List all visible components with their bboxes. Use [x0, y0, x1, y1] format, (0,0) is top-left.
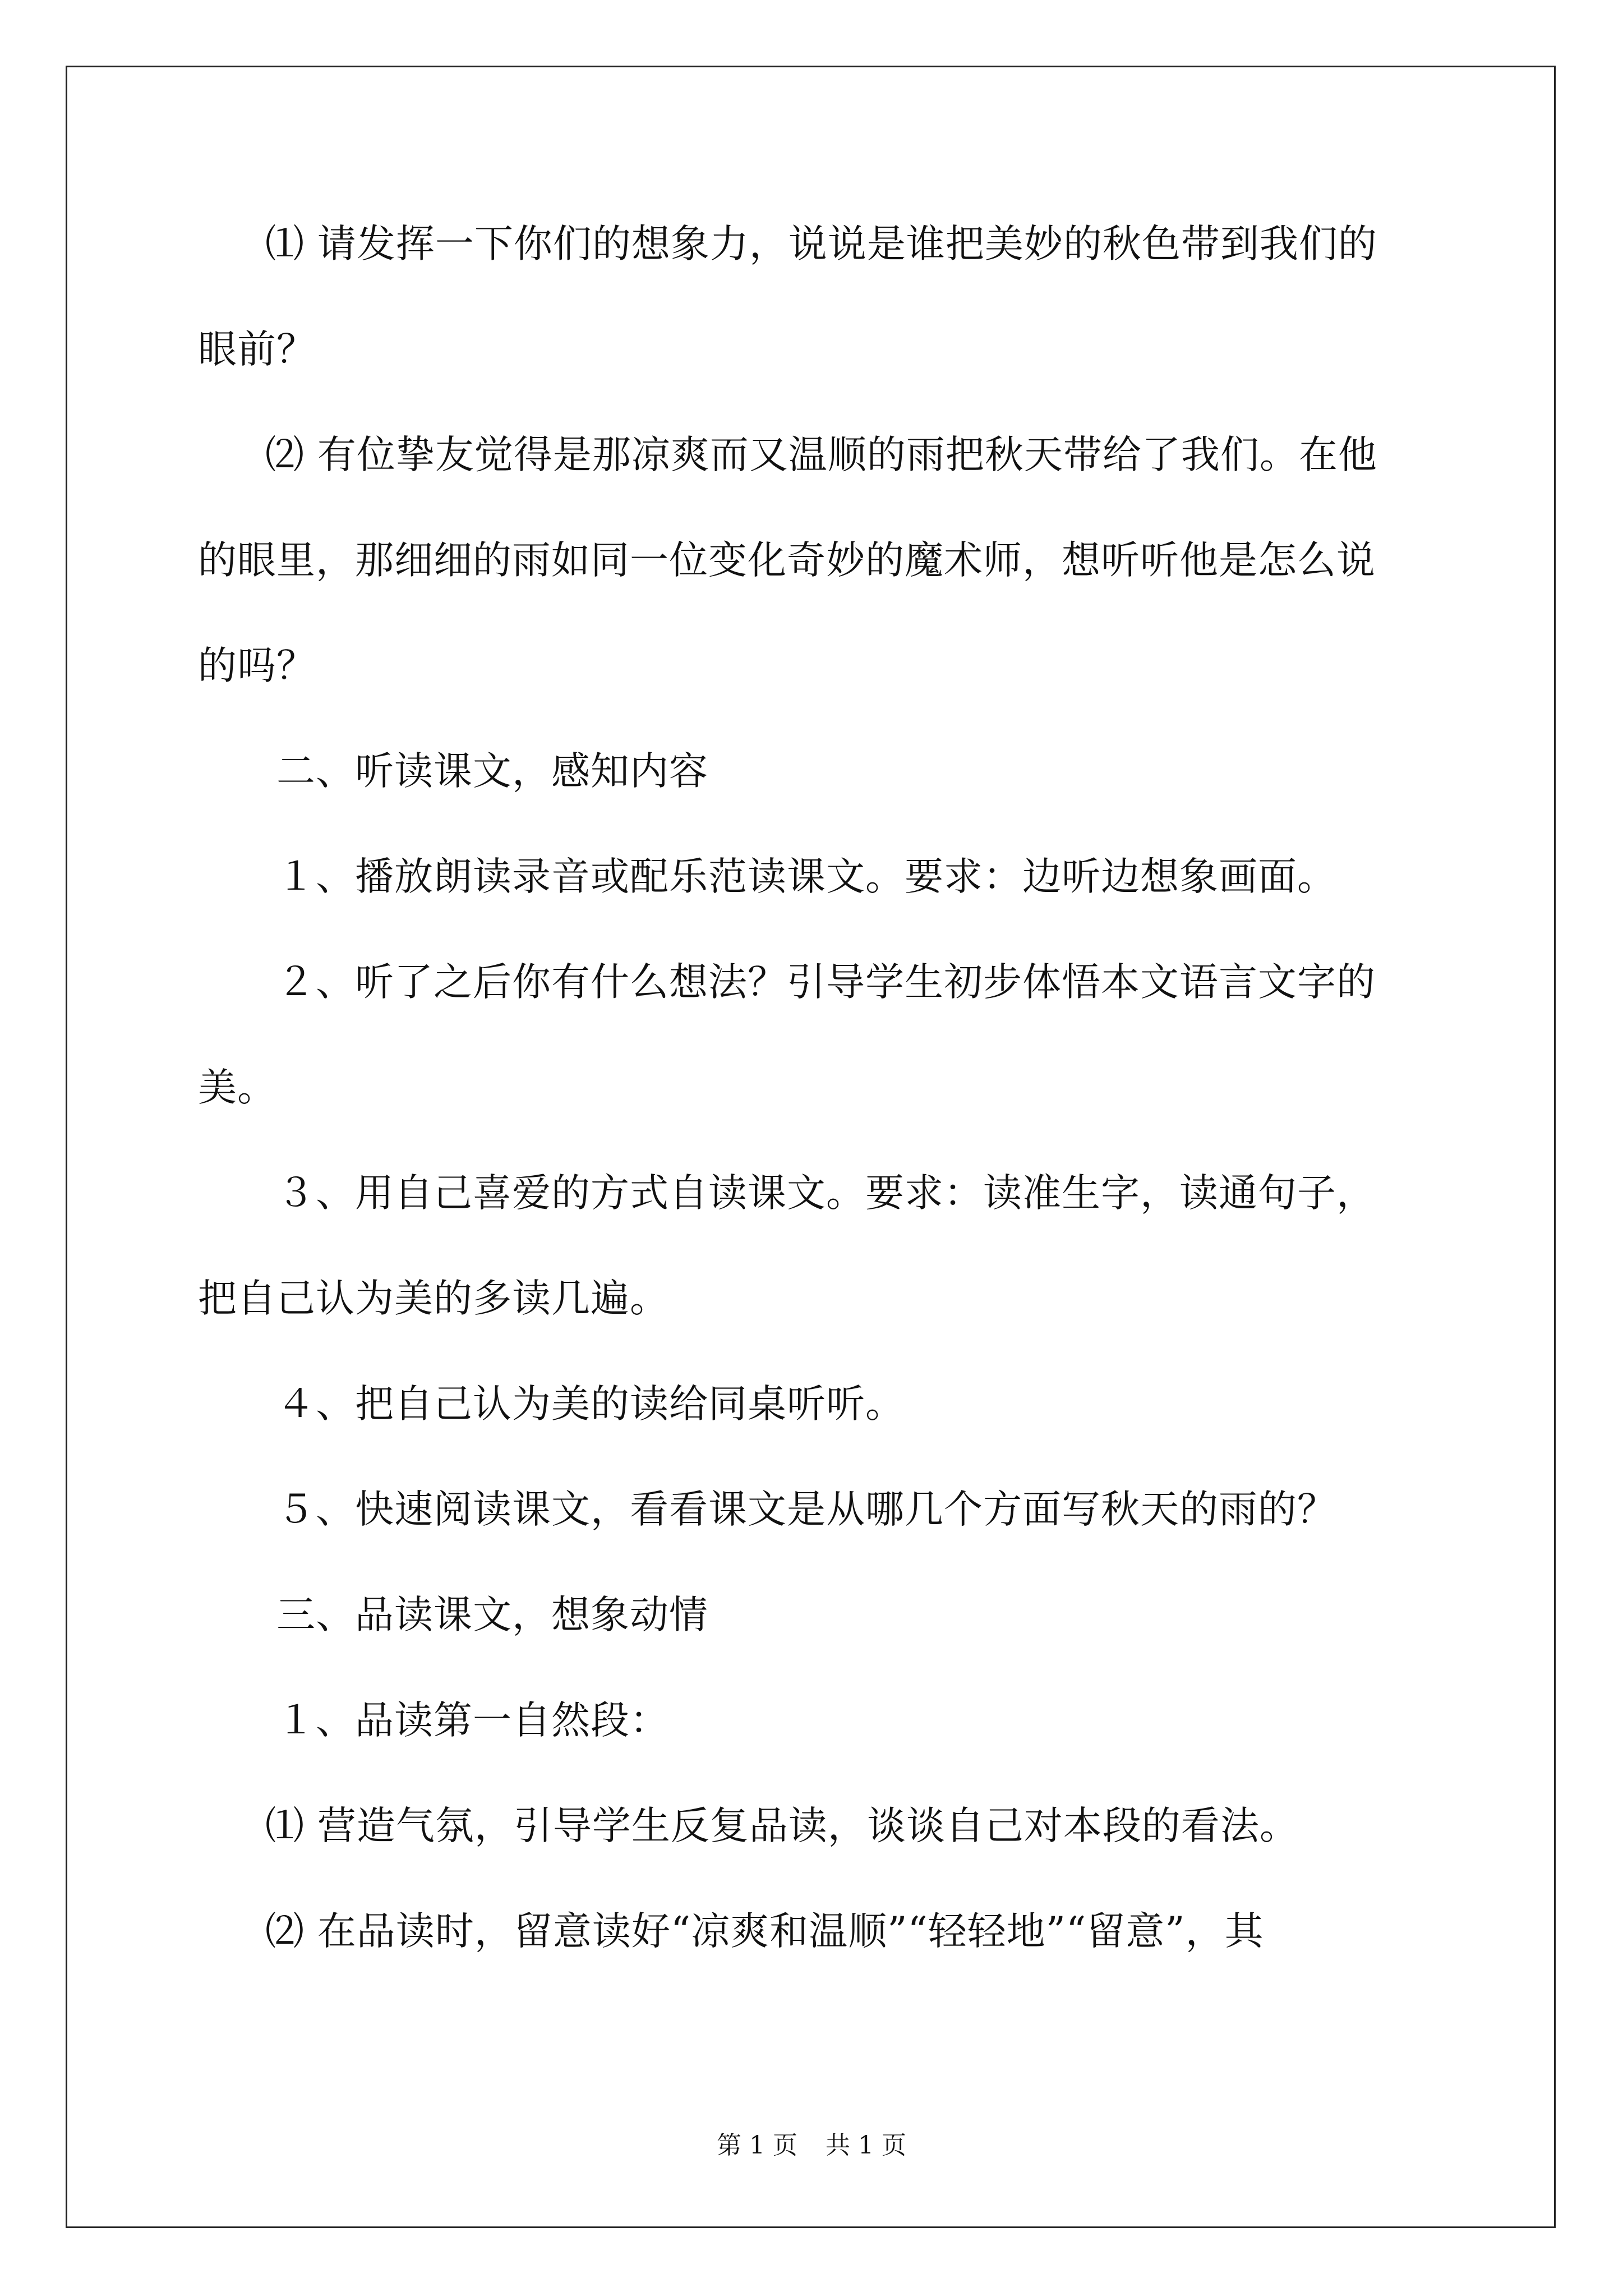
list-item: ３、用自己喜爱的方式自读课文。要求：读准生字，读通句子，	[276, 1171, 1376, 1216]
list-item: １、播放朗读录音或配乐范读课文。要求：边听边想象画面。	[276, 854, 1336, 899]
page-footer	[0, 2132, 1623, 2160]
list-item: １、品读第一自然段：	[276, 1698, 669, 1743]
paragraph-line: 的眼里，那细细的雨如同一位变化奇妙的魔术师，想听听他是怎么说	[198, 538, 1376, 583]
paragraph-line: 的吗？	[198, 643, 316, 688]
list-item: ２、听了之后你有什么想法？引导学生初步体悟本文语言文字的	[276, 960, 1376, 1005]
paragraph-line: ⑵ 在品读时，留意读好“凉爽和温顺”“轻轻地”“留意”，其	[265, 1909, 1264, 1954]
section-heading: 三、品读课文，想象动情	[276, 1593, 708, 1637]
list-item: ５、快速阅读课文，看看课文是从哪几个方面写秋天的雨的？	[276, 1487, 1336, 1532]
page-border	[66, 66, 1556, 2228]
page-total: 共 1 页	[826, 2131, 906, 2160]
page-number: 第 1 页	[717, 2131, 797, 2160]
section-heading: 二、听读课文，感知内容	[276, 749, 708, 794]
paragraph-line: ⑵ 有位挚友觉得是那凉爽而又温顺的雨把秋天带给了我们。在他	[265, 432, 1377, 477]
paragraph-line: 把自己认为美的多读几遍。	[198, 1276, 669, 1321]
paragraph-line: ⑴ 营造气氛，引导学生反复品读，谈谈自己对本段的看法。	[265, 1803, 1299, 1848]
list-item: ４、把自己认为美的读给同桌听听。	[276, 1382, 905, 1427]
paragraph-line: 眼前？	[198, 327, 316, 372]
paragraph-line: ⑴ 请发挥一下你们的想象力，说说是谁把美妙的秋色带到我们的	[265, 222, 1377, 266]
paragraph-line: 美。	[198, 1065, 276, 1110]
